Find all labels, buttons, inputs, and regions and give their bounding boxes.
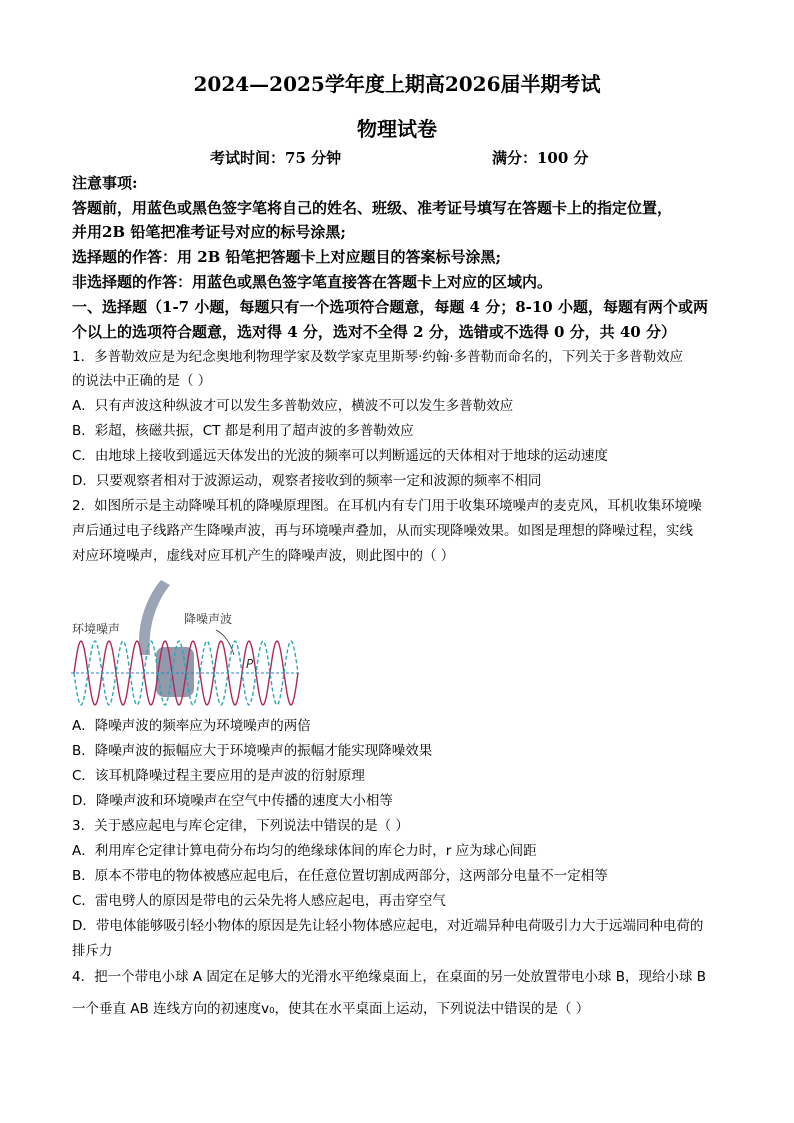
q1-option-b: B．彩超，核磁共振，CT 都是利用了超声波的多普勒效应 xyxy=(72,423,414,439)
q4-stem-2: 一个垂直 AB 连线方向的初速度v₀，使其在水平桌面上运动，下列说法中错误的是（ ） xyxy=(72,1001,590,1017)
notes-line-1: 答题前，用蓝色或黑色签字笔将自己的姓名、班级、准考证号填写在答题卡上的指定位置， xyxy=(72,199,673,217)
noise-cancel-diagram xyxy=(66,575,306,710)
q1-option-a: A．只有声波这种纵波才可以发生多普勒效应，横波不可以发生多普勒效应 xyxy=(72,398,514,414)
notes-heading: 注意事项: xyxy=(72,174,138,192)
notes-line-4: 非选择题的作答：用蓝色或黑色签字笔直接答在答题卡上对应的区域内。 xyxy=(72,273,553,291)
noise-cancel-figure xyxy=(66,575,306,710)
q1-option-d: D．只要观察者相对于波源运动，观察者接收到的频率一定和波源的频率不相同 xyxy=(72,473,542,489)
q2-stem-3: 对应环境噪声，虚线对应耳机产生的降噪声波，则此图中的（ ） xyxy=(72,548,455,564)
q1-option-c: C．由地球上接收到遥远天体发出的光波的频率可以判断遥远的天体相对于地球的运动速度 xyxy=(72,448,608,464)
q3-option-d-1: D．带电体能够吸引轻小物体的原因是先让轻小物体感应起电，对近端异种电荷吸引力大于远端同种电荷的 xyxy=(72,918,704,934)
q1-stem-1: 1．多普勒效应是为纪念奥地利物理学家及数学家克里斯琴·约翰·多普勒而命名的，下列关于多普勒效应 xyxy=(72,349,684,365)
notes-line-2: 并用2B 铅笔把准考证号对应的标号涂黑; xyxy=(72,223,346,241)
headphone-band xyxy=(139,580,170,655)
q2-option-b: B．降噪声波的振幅应大于环境噪声的振幅才能实现降噪效果 xyxy=(72,743,433,759)
q1-stem-2: 的说法中正确的是（ ） xyxy=(72,373,212,389)
q3-option-c: C．雷电劈人的原因是带电的云朵先将人感应起电，再击穿空气 xyxy=(72,893,446,909)
exam-title: 2024—2025学年度上期高2026届半期考试 xyxy=(193,72,601,96)
q2-stem-2: 声后通过电子线路产生降噪声波，再与环境噪声叠加，从而实现降噪效果。如图是理想的降噪过程，实线 xyxy=(72,523,693,539)
notes-line-3: 选择题的作答：用 2B 铅笔把答题卡上对应题目的答案标号涂黑; xyxy=(72,248,502,266)
section1-line-2: 个以上的选项符合题意，选对得 4 分，选对不全得 2 分，选错或不选得 0 分，共 40 分） xyxy=(72,323,676,341)
label-anti-noise: 降噪声波 xyxy=(184,612,233,626)
q2-option-a: A．降噪声波的频率应为环境噪声的两倍 xyxy=(72,718,311,734)
section1-line-1: 一、选择题（1-7 小题，每题只有一个选项符合题意，每题 4 分；8-10 小题，每题有两个或两 xyxy=(72,298,708,316)
exam-time: 考试时间：75 分钟 xyxy=(210,149,342,167)
q3-option-d-2: 排斥力 xyxy=(72,943,113,959)
q3-option-a: A．利用库仑定律计算电荷分布均匀的绝缘球体间的库仑力时，r 应为球心间距 xyxy=(72,843,537,859)
label-environment-noise: 环境噪声 xyxy=(72,622,121,636)
q3-stem: 3．关于感应起电与库仑定律，下列说法中错误的是（ ） xyxy=(72,818,409,834)
q2-option-d: D．降噪声波和环境噪声在空气中传播的速度大小相等 xyxy=(72,793,393,809)
exam-subtitle: 物理试卷 xyxy=(357,117,437,141)
exam-score: 满分：100 分 xyxy=(492,149,589,167)
q2-option-c: C．该耳机降噪过程主要应用的是声波的衍射原理 xyxy=(72,768,365,784)
q4-stem-1: 4．把一个带电小球 A 固定在足够大的光滑水平绝缘桌面上，在桌面的另一处放置带电小球 B，现给小球 B xyxy=(72,969,707,985)
q2-stem-1: 2．如图所示是主动降噪耳机的降噪原理图。在耳机内有专门用于收集环境噪声的麦克风，耳机收集环境噪 xyxy=(72,498,702,514)
q3-option-b: B．原本不带电的物体被感应起电后，在任意位置切割成两部分，这两部分电量不一定相等 xyxy=(72,868,608,884)
label-point-p: P xyxy=(246,657,254,671)
